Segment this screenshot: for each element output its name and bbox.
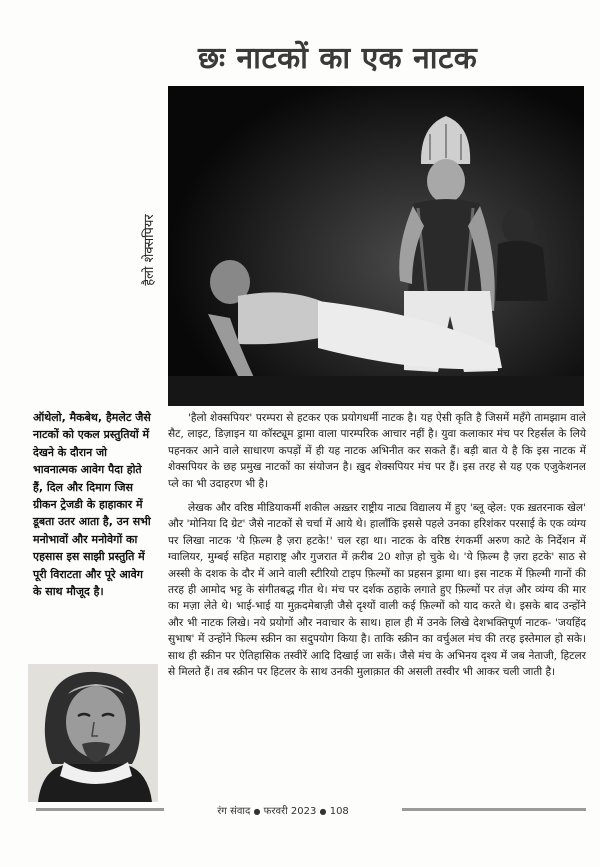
bullet-icon: ● <box>253 807 261 816</box>
photo-caption: हैलो शेक्सपियर <box>142 214 157 286</box>
shakespeare-portrait <box>28 664 158 802</box>
page-footer <box>168 803 398 817</box>
paragraph-2: लेखक और वरिष्ठ मीडियाकर्मी शकील अख़्तर राष्ट्रीय नाट्य विद्यालय में हुए 'ब्लू व्हेल: एक ख़तरनाक खेल' और 'मोनिया दि ग्रेट' जैसे नाटकों से चर्चा में आये थे। हालाँकि इससे पहले उनका हरिशंकर परसाई के एक व्यंग्य पर लिखा नाटक 'ये फ़िल्म है ज़रा हटके!' चल रहा था। नाटक के वरिष्ठ रंगकर्मी अरुण काटे के निर्देशन में ग्वालियर, मुम्बई सहित महाराष्ट्र और गुजरात में क़रीब 20 शोज़ हो चुके थे। 'ये फ़िल्म है ज़रा हटके' साठ से अस्सी के दशक के दौर में आने वाली स्टीरियो टाइप फ़िल्मों का प्रहसन ड्रामा था। इस नाटक में फ़िल्मी गानों की तरह ही आमोद भट्ट के संगीतबद्ध गीत थे। मंच पर दर्शक ठहाके लगाते हुए फ़िल्मों पर तंज़ और व्यंग्य की मार का मज़ा लेते थे। भाई-भाई या मुक़दमेबाज़ी जैसे दृश्यों वाली कई फ़िल्मों को याद करते थे। इसके बाद उन्होंने और भी नाटक लिखे। नये प्रयोगों और नवाचार के साथ। हाल ही में उनके लिखे देशभक्तिपूर्ण नाटक- 'जयहिंद सुभाष' में उन्होंने फिल्म स्क्रीन का सदुपयोग किया है। ताकि स्क्रीन का वर्चुअल मंच की तरह इस्तेमाल हो सके। साथ ही स्क्रीन पर ऐतिहासिक तस्वीरें आदि दिखाई जा सकें। जैसे मंच के अभिनय दृश्य में जब नेताजी, हिटलर से मिलते हैं। तब स्क्रीन पर हिटलर के साथ उनकी मुलाक़ात की असली तस्वीर भी आकर चली जाती है। <box>168 502 586 679</box>
article-title: छः नाटकों का एक नाटक <box>198 41 478 76</box>
shakespeare-portrait-graphic <box>28 664 158 802</box>
footer-magazine: रंग संवाद <box>217 806 251 817</box>
stage-photo-graphic <box>168 86 584 406</box>
stage-photo <box>168 86 584 406</box>
footer-issue: फरवरी 2023 <box>263 806 317 817</box>
bullet-icon: ● <box>319 807 327 816</box>
footer-rule-right <box>402 808 586 811</box>
paragraph-1: 'हैलो शेक्सपियर' परम्परा से हटकर एक प्रयोगधर्मी नाटक है। यह ऐसी कृति है जिसमें महँगे तामझाम वाले सैट, लाइट, डिज़ाइन या कॉस्ट्यूम ड्रामा वाला पारम्परिक आचार नहीं है। युवा कलाकार मंच पर रिहर्सल के लिये पहनकर आने वाले साधारण कपड़ों में ही यह नाटक अभिनीत कर सकते हैं। बड़ी बात ये है कि इस नाटक में शेक्सपियर के छह प्रमुख नाटकों का संयोजन है। ख़ुद शेक्सपियर मंच पर हैं। इस तरह से यह एक एजुकेशनल प्ले का भी उदाहरण भी है। <box>168 412 586 490</box>
footer-rule-left <box>36 808 164 811</box>
article-body <box>168 410 586 689</box>
page-number: 108 <box>329 806 349 817</box>
pull-quote: ऑथेलो, मैकबेथ, हैमलेट जैसे नाटकों को एकल प्रस्तुतियों में देखने के दौरान जो भावनात्मक आवेग पैदा होते हैं, दिल और दिमाग जिस ग्रीकन ट्रेजडी के हाहाकार में डूबता उतर आता है, उन सभी मनोभावों और मनोवेगों का एहसास इस साझी प्रस्तुति में पूरी विराटता और पूरे आवेग के साथ मौजूद है। <box>33 411 151 599</box>
